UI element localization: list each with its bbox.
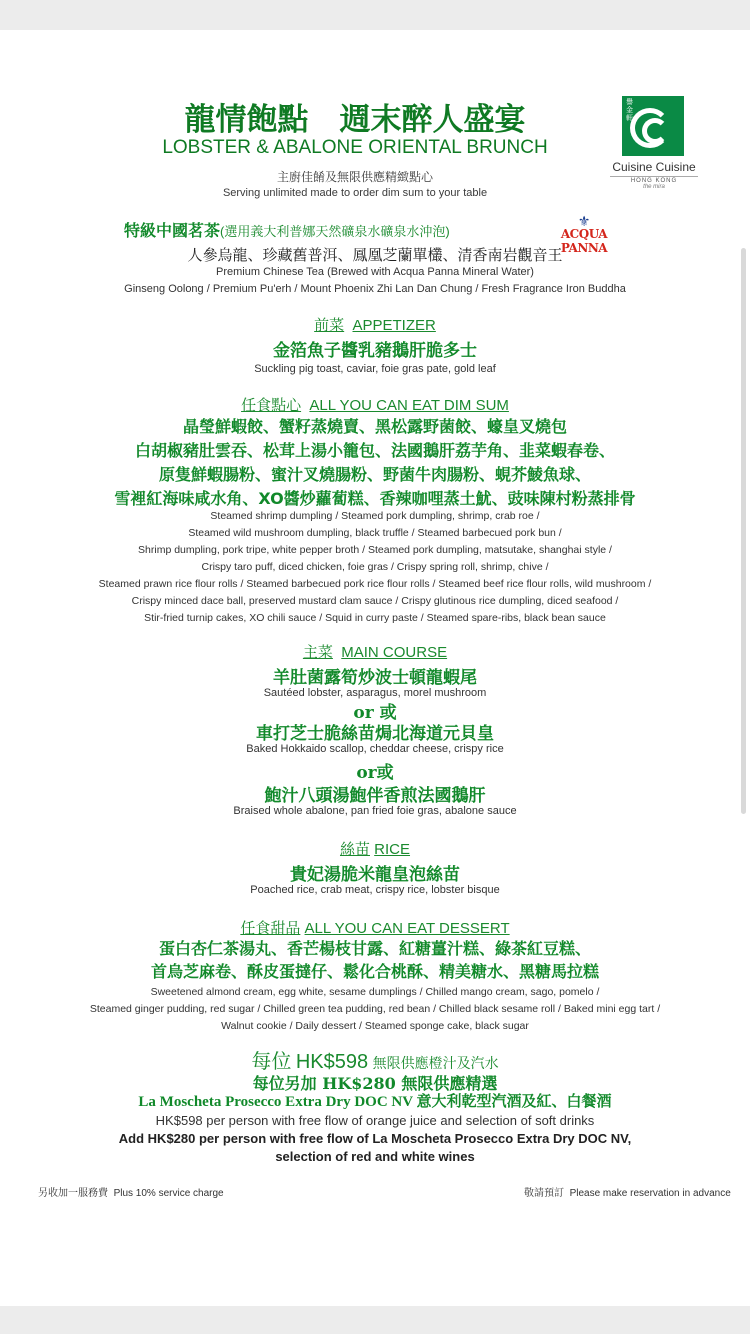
dessert-list-en bbox=[0, 984, 750, 1035]
title-en: LOBSTER & ABALONE ORIENTAL BRUNCH bbox=[162, 137, 548, 158]
appetizer-dish-en: Suckling pig toast, caviar, foie gras pate, gold leaf bbox=[254, 363, 496, 375]
service-charge-note: 另收加一服務費 Plus 10% service charge bbox=[38, 1188, 224, 1199]
or-separator: or或 bbox=[356, 763, 394, 783]
dimsum-en-line: Steamed wild mushroom dumpling, black truffle / Steamed barbecued pork bun / bbox=[188, 527, 562, 539]
dimsum-zh-line: 原隻鮮蝦腸粉、蜜汁叉燒腸粉、野菌牛肉腸粉、蜆芥鯪魚球、 bbox=[158, 465, 591, 484]
or-separator: or 或 bbox=[353, 703, 397, 723]
dimsum-zh-line: 雪裡紅海味咸水角、XO醬炒蘿蔔糕、香辣咖哩蒸土魷、豉味陳村粉蒸排骨 bbox=[114, 489, 636, 508]
scrollbar[interactable] bbox=[741, 248, 746, 814]
dessert-heading: 任食甜品 ALL YOU CAN EAT DESSERT bbox=[240, 920, 510, 937]
main-dish2-en: Baked Hokkaido scallop, cheddar cheese, crispy rice bbox=[246, 743, 504, 755]
price-en-3: selection of red and white wines bbox=[275, 1149, 475, 1164]
title-zh: 龍情飽點 週末醉人盛宴 bbox=[184, 102, 526, 138]
price-en-2: Add HK$280 per person with free flow of La Moscheta Prosecco Extra Dry DOC NV, bbox=[118, 1131, 632, 1146]
main-dish1-zh: 羊肚菌露筍炒波士頓龍蝦尾 bbox=[273, 668, 477, 688]
logo-location: HONG KONG bbox=[610, 176, 698, 184]
dimsum-en-line: Crispy minced dace ball, preserved mustard clam sauce / Crispy glutinous rice dumpling, diced seafood / bbox=[131, 595, 619, 607]
logo-name: Cuisine Cuisine bbox=[612, 160, 696, 174]
price-en-1: HK$598 per person with free flow of orange juice and selection of soft drinks bbox=[155, 1113, 595, 1128]
tea-line1-en: Premium Chinese Tea (Brewed with Acqua Panna Mineral Water) bbox=[216, 266, 534, 278]
subtitle-en: Serving unlimited made to order dim sum to your table bbox=[222, 187, 488, 199]
tea-line2-en: Ginseng Oolong / Premium Pu'erh / Mount Phoenix Zhi Lan Dan Chung / Fresh Fragrance Iron Buddha bbox=[124, 283, 626, 295]
dimsum-zh-line: 白胡椒豬肚雲吞、松茸上湯小籠包、法國鵝肝荔芋角、韭菜蝦春卷、 bbox=[134, 441, 615, 460]
dimsum-en-line: Steamed prawn rice flour rolls / Steamed barbecued pork rice flour rolls / Steamed beef rice flour rolls, wild mushroom / bbox=[98, 578, 652, 590]
dessert-zh-line: 首烏芝麻卷、酥皮蛋撻仔、鬆化合桃酥、精美糖水、黑糖馬拉糕 bbox=[150, 962, 599, 981]
main-course-heading: 主菜 MAIN COURSE bbox=[302, 644, 448, 661]
dimsum-en-line: Crispy taro puff, diced chicken, foie gras / Crispy spring roll, shrimp, chive / bbox=[201, 561, 549, 573]
main-dish3-zh: 鮑汁八頭湯鮑伴香煎法國鵝肝 bbox=[264, 786, 486, 806]
dessert-zh-line: 蛋白杏仁茶湯丸、香芒楊枝甘露、紅糖薑汁糕、綠茶紅豆糕、 bbox=[158, 939, 591, 958]
logo-venue: the mira bbox=[643, 184, 665, 190]
main-dish1-en: Sautéed lobster, asparagus, morel mushroom bbox=[263, 687, 487, 699]
rice-dish-zh: 貴妃湯脆米龍皇泡絲苗 bbox=[290, 865, 460, 885]
dimsum-en-line: Stir-fried turnip cakes, XO chili sauce / Squid in curry paste / Steamed spare-ribs, black bean sauce bbox=[144, 612, 606, 624]
dessert-en-line: Sweetened almond cream, egg white, sesame dumplings / Chilled mango cream, sago, pomelo / bbox=[150, 986, 600, 998]
tea-items-zh: 人參烏龍、珍藏舊普洱、鳳凰芝蘭單欉、清香南岩觀音王 bbox=[187, 246, 563, 264]
wine-line: La Moscheta Prosecco Extra Dry DOC NV 意大利乾型汽酒及紅、白餐酒 bbox=[138, 1094, 612, 1110]
wine-addon-zh: 每位另加 HK$280 無限供應精選 bbox=[252, 1074, 498, 1093]
dimsum-en-line: Steamed shrimp dumpling / Steamed pork dumpling, shrimp, crab roe / bbox=[210, 510, 540, 522]
dessert-en-line: Walnut cookie / Daily dessert / Steamed sponge cake, black sugar bbox=[221, 1020, 529, 1032]
main-dish3-en: Braised whole abalone, pan fried foie gras, abalone sauce bbox=[233, 805, 517, 817]
price-amount: HK$598 bbox=[295, 1051, 369, 1073]
tea-title: 特級中國茗茶(選用義大利普娜天然礦泉水礦泉水沖泡) bbox=[124, 221, 450, 240]
dessert-list-zh bbox=[0, 937, 750, 983]
acqua-panna-logo: ⚜ ACQUA PANNA bbox=[544, 215, 624, 255]
price-line: 每位 HK$598 無限供應橙汁及汽水 bbox=[251, 1051, 499, 1073]
dimsum-list-en bbox=[0, 508, 750, 627]
menu-page bbox=[0, 30, 750, 1306]
fleur-de-lis-icon: ⚜ bbox=[577, 213, 591, 229]
rice-dish-en: Poached rice, crab meat, crispy rice, lobster bisque bbox=[250, 884, 500, 896]
reservation-note: 敬請預訂 Please make reservation in advance bbox=[524, 1188, 731, 1199]
appetizer-dish-zh: 金箔魚子醬乳豬鵝肝脆多士 bbox=[273, 341, 477, 361]
logo-mark-icon: 譽金軒 bbox=[622, 96, 684, 156]
subtitle-zh: 主廚佳餚及無限供應精緻點心 bbox=[276, 170, 433, 184]
dessert-en-line: Steamed ginger pudding, red sugar / Chilled green tea pudding, red bean / Chilled black sesame roll / Baked mini egg tart / bbox=[89, 1003, 661, 1015]
main-dish2-zh: 車打芝士脆絲苗焗北海道元貝皇 bbox=[256, 724, 494, 744]
dimsum-list-zh bbox=[0, 415, 750, 511]
rice-heading: 絲苗 RICE bbox=[339, 841, 411, 858]
dimsum-zh-line: 晶瑩鮮蝦餃、蟹籽蒸燒賣、黑松露野菌餃、蠔皇叉燒包 bbox=[182, 417, 567, 436]
dimsum-en-line: Shrimp dumpling, pork tripe, white pepper broth / Steamed pork dumpling, matsutake, shanghai style / bbox=[138, 544, 612, 556]
appetizer-heading: 前菜 APPETIZER bbox=[314, 317, 436, 334]
dimsum-heading: 任食點心 ALL YOU CAN EAT DIM SUM bbox=[241, 397, 509, 414]
restaurant-logo bbox=[604, 96, 704, 190]
